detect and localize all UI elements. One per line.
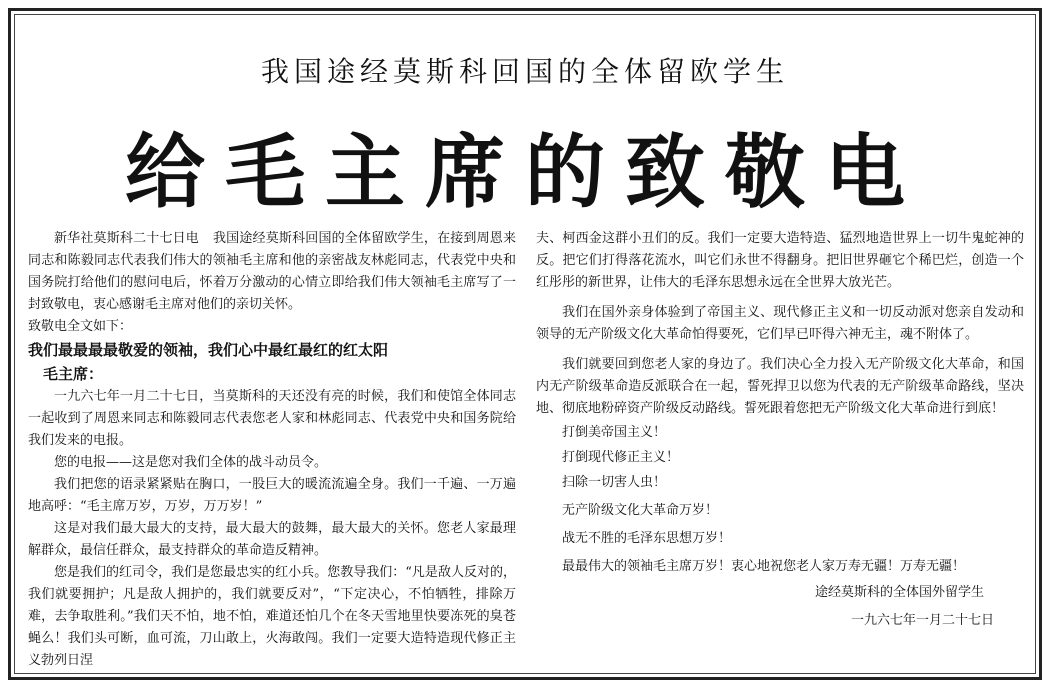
body-paragraph-5: 您是我们的红司令，我们是您最忠实的红小兵。您教导我们：“凡是敌人反对的，我们就要拥护；凡是敌人拥护的，我们就要反对”，“下定决心，不怕牺牲，排除万难，去争取胜利。”我们天不怕，地不怕，难道还怕几个在冬天雪地里快要冻死的臭苍蝇么！我们头可断，血可流，刀山敢上，火海敢闯。我们一定要大造特造现代修正主义勃列日涅 — [28, 565, 516, 668]
body-paragraph-6: 夫、柯西金这群小丑们的反。我们一定要大造特造、猛烈地造世界上一切牛鬼蛇神的反。把它们打得落花流水，叫它们永世不得翻身。把旧世界砸它个稀巴烂，创造一个红彤彤的新世界，让伟大的毛泽东思想永远在全世界大放光芒。 — [536, 231, 1024, 290]
slogan-1: 打倒美帝国主义！ — [562, 425, 667, 440]
intro-text: 我国途经莫斯科回国的全体留欧学生，在接到周恩来同志和陈毅同志代表我们伟大的领袖毛主席和他的亲密战友林彪同志，代表党中央和国务院打给他们的慰问电后，怀着万分激动的心情立即给我们伟大领袖毛主席写了一封致敬电，衷心感谢毛主席对他们的亲切关怀。 — [28, 231, 516, 312]
slogan-4: 无产阶级文化大革命万岁！ — [562, 503, 719, 518]
slogan-3: 扫除一切害人虫！ — [562, 475, 667, 490]
salutation-line-1: 我们最最最最敬爱的领袖，我们心中最红最红的红太阳 — [28, 341, 389, 359]
slogan-5: 战无不胜的毛泽东思想万岁！ — [562, 531, 732, 546]
fulltext-label: 致敬电全文如下： — [28, 319, 133, 334]
dateline: 新华社莫斯科二十七日电 — [54, 231, 199, 246]
slogan-group-1 — [536, 422, 1024, 494]
slogan-6: 最最伟大的领袖毛主席万岁！衷心地祝您老人家万寿无疆！万寿无疆！ — [562, 559, 966, 574]
body-paragraph-4: 这是对我们最大最大的支持，最大最大的鼓舞，最大最大的关怀。您老人家最理解群众，最信任群众，最支持群众的革命造反精神。 — [28, 521, 516, 558]
right-column — [536, 228, 1024, 632]
body-paragraph-3: 我们把您的语录紧紧贴在胸口，一股巨大的暖流流遍全身。我们一千遍、一万遍地高呼：“毛主席万岁，万岁，万万岁！” — [28, 477, 516, 514]
left-column — [28, 228, 516, 672]
slogan-2: 打倒现代修正主义！ — [562, 450, 680, 465]
salutation-line-2: 毛主席： — [43, 365, 104, 383]
body-paragraph-7: 我们在国外亲身体验到了帝国主义、现代修正主义和一切反动派对您亲自发动和领导的无产阶级文化大革命怕得要死，它们早已吓得六神无主，魂不附体了。 — [536, 305, 1024, 342]
intro-paragraph — [28, 228, 516, 316]
body-paragraph-2: 您的电报——这是您对我们全体的战斗动员令。 — [54, 455, 328, 470]
body-paragraph-8: 我们就要回到您老人家的身边了。我们决心全力投入无产阶级文化大革命，和国内无产阶级革命造反派联合在一起，誓死捍卫以您为代表的无产阶级革命路线，坚决地、彻底地粉碎资产阶级反动路线。誓死跟着您把无产阶级文化大革命进行到底！ — [536, 357, 1024, 416]
body-paragraph-1: 一九六七年一月二十七日，当莫斯科的天还没有亮的时候，我们和使馆全体同志一起收到了周恩来同志和陈毅同志代表您老人家和林彪同志、代表党中央和国务院给我们发来的电报。 — [28, 389, 516, 448]
closing-date: 一九六七年一月二十七日 — [850, 613, 994, 628]
article-subtitle: 我国途经莫斯科回国的全体留欧学生 — [260, 55, 789, 88]
signature: 途经莫斯科的全体国外留学生 — [814, 585, 984, 600]
article-title: 给毛主席的致敬电 — [125, 126, 925, 219]
